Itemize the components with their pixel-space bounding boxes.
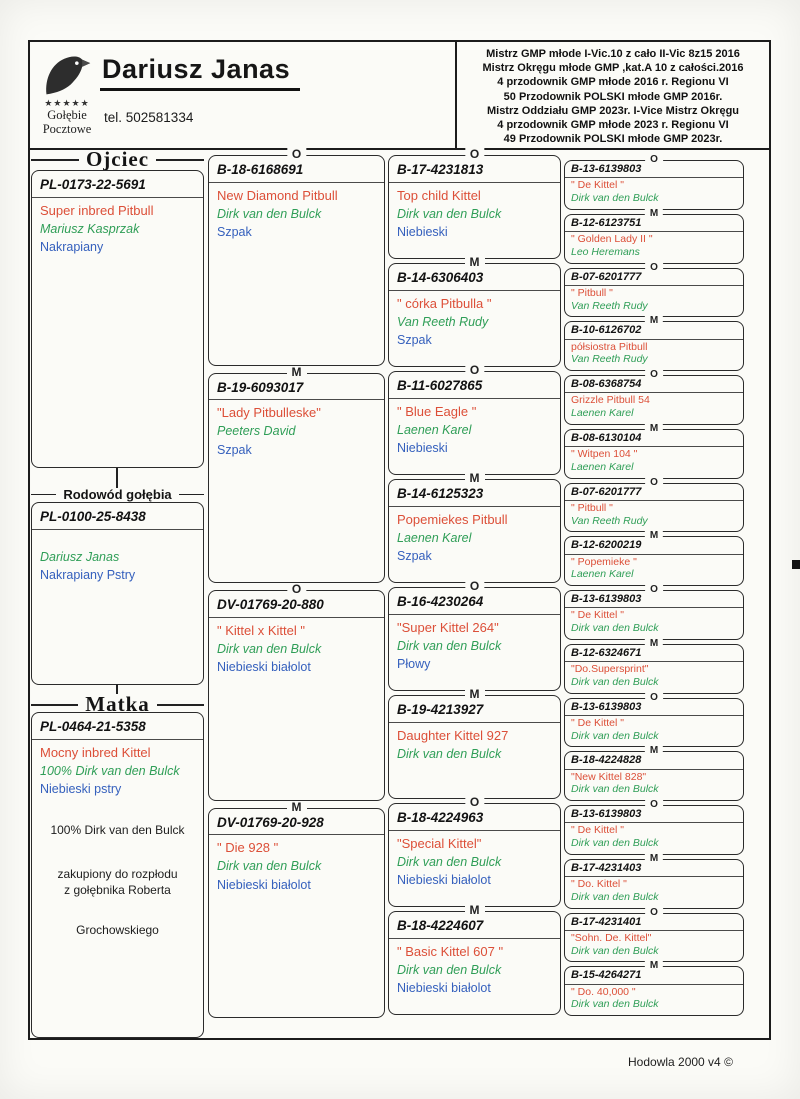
bird-name: " Do. Kittel " <box>571 878 627 891</box>
bird-breeder: Dirk van den Bulck <box>397 206 502 221</box>
scan-artifact <box>792 560 800 569</box>
bird-name: " De Kittel " <box>571 716 624 729</box>
bird-ring: B-18-4224963 <box>389 804 560 831</box>
father-subject-connector-line <box>116 468 118 488</box>
bird-ring: B-17-4231403 <box>565 860 743 877</box>
subject-bird-box <box>31 502 204 685</box>
bird-breeder: Laenen Karel <box>571 460 634 473</box>
achievement-line-3: 4 przodownik GMP młode 2016 r. Regionu VI <box>497 76 729 89</box>
gen4-bird-box-12 <box>564 745 744 801</box>
bird-color <box>389 763 560 765</box>
gen4-bird-box-3 <box>564 261 744 318</box>
bird-ring: B-19-4213927 <box>389 696 560 723</box>
sex-marker: M <box>465 904 485 917</box>
bird-breeder: Leo Heremans <box>571 245 640 258</box>
sex-marker: O <box>645 692 663 703</box>
bird-breeder: Laenen Karel <box>571 568 634 581</box>
gen4-bird-box-15 <box>564 906 744 963</box>
gen3-bird-box-5 <box>388 579 561 691</box>
sex-marker: O <box>645 369 663 380</box>
sex-marker: O <box>287 583 306 596</box>
sex-marker: M <box>645 530 663 541</box>
generation-2-column <box>208 147 385 1018</box>
header-vertical-divider <box>455 40 457 150</box>
bird-color: Niebieski <box>397 225 448 240</box>
bird-ring: B-16-4230264 <box>389 588 560 615</box>
bird-color: Niebieski <box>397 441 448 456</box>
bird-ring: B-08-6130104 <box>565 430 743 447</box>
sex-marker: M <box>645 960 663 971</box>
bird-ring: B-17-4231401 <box>565 914 743 931</box>
bird-color: Szpak <box>397 333 432 348</box>
bird-breeder: Dirk van den Bulck <box>571 675 659 688</box>
achievements-block <box>460 47 766 146</box>
bird-name: " Do. 40,000 " <box>571 985 636 998</box>
breeder-phone: tel. 502581334 <box>104 110 194 125</box>
bird-breeder: Laenen Karel <box>397 530 472 545</box>
bird-ring: B-15-4264271 <box>565 967 743 984</box>
logo-text-line1: Gołębie <box>47 108 87 122</box>
bird-breeder: Dirk van den Bulck <box>571 622 659 635</box>
sex-marker: M <box>645 315 663 326</box>
mother-note-2: zakupiony do rozpłodu <box>57 866 178 881</box>
gen2-bird-box-2 <box>208 364 385 584</box>
bird-name: półsiostra Pitbull <box>571 340 648 353</box>
bird-ring: B-14-6125323 <box>389 480 560 507</box>
bird-ring: B-19-6093017 <box>209 374 384 401</box>
bird-color: Niebieski pstry <box>40 782 122 797</box>
bird-name: " Die 928 " <box>217 840 279 856</box>
bird-breeder: Dirk van den Bulck <box>571 944 659 957</box>
bird-ring: B-12-6123751 <box>565 215 743 232</box>
sex-marker: M <box>645 638 663 649</box>
sex-marker: O <box>465 580 484 593</box>
gen2-bird-box-4 <box>208 799 385 1019</box>
bird-name: "Special Kittel" <box>397 835 482 851</box>
achievement-line-4: 50 Przodownik POLSKI młode GMP 2016r. <box>503 90 723 103</box>
logo-text-line2: Pocztowe <box>42 122 92 136</box>
club-logo <box>36 48 98 136</box>
sex-marker: M <box>465 688 485 701</box>
sex-marker: O <box>645 584 663 595</box>
sex-marker: O <box>645 799 663 810</box>
gen2-bird-box-3 <box>208 582 385 801</box>
sex-marker: M <box>287 366 307 379</box>
bird-name: "Do.Supersprint" <box>571 663 649 676</box>
bird-name: " Pitbull " <box>571 501 613 514</box>
bird-name: " Pitbull " <box>571 286 613 299</box>
bird-breeder: Laenen Karel <box>571 407 634 420</box>
sex-marker: O <box>465 364 484 377</box>
bird-name: " Golden Lady II " <box>571 233 653 246</box>
father-heading <box>31 147 204 172</box>
bird-ring: PL-0173-22-5691 <box>32 171 203 198</box>
gen4-bird-box-14 <box>564 852 744 909</box>
bird-color: Niebieski białolot <box>397 981 491 996</box>
bird-breeder: Dirk van den Bulck <box>397 638 502 653</box>
gen3-bird-box-4 <box>388 471 561 583</box>
bird-ring: B-13-6139803 <box>565 806 743 823</box>
bird-ring: PL-0464-21-5358 <box>32 713 203 740</box>
achievement-line-7: 49 Przodownik POLSKI młode GMP 2023r. <box>503 133 723 146</box>
bird-name: " Witpen 104 " <box>571 448 638 461</box>
bird-color: Szpak <box>397 549 432 564</box>
achievement-line-2: Mistrz Okręgu młode GMP ,kat.A 10 z całości.2016 <box>482 62 744 75</box>
bird-color: Niebieski białolot <box>217 877 311 892</box>
bird-ring: B-08-6368754 <box>565 376 743 393</box>
bird-name: "Lady Pitbulleske" <box>217 405 321 421</box>
gen3-bird-box-3 <box>388 363 561 475</box>
gen4-bird-box-2 <box>564 207 744 264</box>
sex-marker: O <box>645 477 663 488</box>
achievement-line-6: 4 przodownik GMP młode 2023 r. Regionu VI <box>497 119 729 132</box>
sex-marker: M <box>645 423 663 434</box>
gen4-bird-box-16 <box>564 960 744 1016</box>
gen4-bird-box-8 <box>564 530 744 586</box>
gen4-bird-box-4 <box>564 315 744 371</box>
bird-color: Nakrapiany <box>40 240 104 255</box>
bird-ring: B-13-6139803 <box>565 161 743 178</box>
bird-name: New Diamond Pitbull <box>217 187 338 203</box>
bird-breeder: Dirk van den Bulck <box>571 837 659 850</box>
bird-ring: B-14-6306403 <box>389 264 560 291</box>
bird-ring: B-18-4224607 <box>389 912 560 939</box>
bird-breeder: Dirk van den Bulck <box>217 641 322 656</box>
bird-name: Mocny inbred Kittel <box>40 744 151 760</box>
father-box <box>31 170 204 468</box>
bird-color: Szpak <box>217 442 252 457</box>
bird-name: " córka Pitbulla " <box>397 295 492 311</box>
sex-marker: O <box>465 148 484 161</box>
bird-name: Popemiekes Pitbull <box>397 511 508 527</box>
father-heading-label: Ojciec <box>85 147 150 171</box>
bird-name: " Blue Eagle " <box>397 403 477 419</box>
bird-breeder: 100% Dirk van den Bulck <box>40 763 180 778</box>
software-footer: Hodowla 2000 v4 © <box>628 1055 733 1069</box>
bird-ring: B-07-6201777 <box>565 269 743 286</box>
mother-note-4: Grochowskiego <box>76 922 159 937</box>
gen3-bird-box-1 <box>388 147 561 259</box>
bird-breeder: Dirk van den Bulck <box>397 854 502 869</box>
bird-ring: B-13-6139803 <box>565 699 743 716</box>
bird-breeder: Mariusz Kasprzak <box>40 221 140 236</box>
gen3-bird-box-6 <box>388 687 561 799</box>
gen4-bird-box-11 <box>564 691 744 748</box>
bird-ring: PL-0100-25-8438 <box>32 503 203 530</box>
mother-box <box>31 712 204 1038</box>
gen2-bird-box-1 <box>208 147 385 366</box>
bird-breeder: Dirk van den Bulck <box>571 192 659 205</box>
generation-4-column <box>564 154 744 1016</box>
bird-breeder: Van Reeth Rudy <box>571 514 648 527</box>
bird-breeder: Dirk van den Bulck <box>217 206 322 221</box>
bird-name: " De Kittel " <box>571 609 624 622</box>
sex-marker: M <box>645 853 663 864</box>
gen4-bird-box-13 <box>564 799 744 855</box>
sex-marker: M <box>645 745 663 756</box>
bird-name: Daughter Kittel 927 <box>397 727 509 743</box>
sex-marker: O <box>645 907 663 918</box>
bird-breeder: Van Reeth Rudy <box>571 353 648 366</box>
mother-note-3: z gołębnika Roberta <box>64 882 171 897</box>
bird-name: Grizzle Pitbull 54 <box>571 394 650 407</box>
bird-ring: B-17-4231813 <box>389 156 560 183</box>
bird-ring: B-12-6200219 <box>565 537 743 554</box>
bird-ring: B-07-6201777 <box>565 484 743 501</box>
achievement-line-1: Mistrz GMP młode I-Vic.10 z cało II-Vic 8z15 2016 <box>486 48 740 60</box>
sex-marker: O <box>287 148 306 161</box>
bird-color: Niebieski białolot <box>397 873 491 888</box>
bird-breeder: Dirk van den Bulck <box>571 729 659 742</box>
bird-name: "New Kittel 828" <box>571 770 647 783</box>
subject-heading <box>31 487 204 502</box>
gen4-bird-box-7 <box>564 476 744 533</box>
bird-color: Niebieski białolot <box>217 660 311 675</box>
gen4-bird-box-9 <box>564 584 744 640</box>
bird-name: "Super Kittel 264" <box>397 619 499 635</box>
bird-breeder: Dirk van den Bulck <box>571 783 659 796</box>
bird-breeder: Laenen Karel <box>397 422 472 437</box>
gen4-bird-box-1 <box>564 154 744 210</box>
bird-breeder: Dirk van den Bulck <box>571 998 659 1011</box>
bird-breeder: Peeters David <box>217 424 296 439</box>
bird-name: " Basic Kittel 607 " <box>397 943 504 959</box>
generation-3-column <box>388 147 561 1015</box>
bird-breeder: Van Reeth Rudy <box>571 299 648 312</box>
sex-marker: O <box>465 796 484 809</box>
sex-marker: M <box>287 801 307 814</box>
bird-ring: B-10-6126702 <box>565 322 743 339</box>
gen4-bird-box-5 <box>564 369 744 425</box>
mother-notes <box>32 823 203 937</box>
logo-stars: ★★★★★ <box>44 98 90 108</box>
bird-breeder: Dirk van den Bulck <box>397 962 502 977</box>
bird-ring: B-18-6168691 <box>209 156 384 183</box>
gen3-bird-box-7 <box>388 795 561 907</box>
bird-breeder: Dirk van den Bulck <box>397 746 502 761</box>
mother-note-1: 100% Dirk van den Bulck <box>50 822 185 837</box>
gen3-bird-box-2 <box>388 255 561 367</box>
bird-name: " Kittel x Kittel " <box>217 622 305 638</box>
sex-marker: M <box>465 256 485 269</box>
bird-name: " De Kittel " <box>571 824 624 837</box>
bird-name: Super inbred Pitbull <box>40 202 154 218</box>
breeder-name-title: Dariusz Janas <box>100 54 300 91</box>
sex-marker: M <box>465 472 485 485</box>
bird-breeder: Dirk van den Bulck <box>571 890 659 903</box>
bird-ring: DV-01769-20-880 <box>209 591 384 618</box>
gen4-bird-box-10 <box>564 637 744 694</box>
bird-ring: B-11-6027865 <box>389 372 560 399</box>
bird-breeder: Dariusz Janas <box>40 549 120 564</box>
bird-name: Top child Kittel <box>397 187 481 203</box>
achievement-line-5: Mistrz Oddziału GMP 2023r. I-Vice Mistrz Okręgu <box>486 104 740 117</box>
bird-ring: B-13-6139803 <box>565 591 743 608</box>
bird-name: "Sohn. De. Kittel" <box>571 931 652 944</box>
bird-name: " Popemieke " <box>571 555 637 568</box>
bird-name: " De Kittel " <box>571 179 624 192</box>
bird-ring: B-12-6324671 <box>565 645 743 662</box>
sex-marker: M <box>645 208 663 219</box>
pigeon-icon <box>36 48 98 98</box>
bird-color: Szpak <box>217 225 252 240</box>
bird-breeder: Van Reeth Rudy <box>397 314 489 329</box>
subject-heading-label: Rodowód gołębia <box>63 487 172 502</box>
mother-heading-label: Matka <box>85 692 150 716</box>
bird-ring: B-18-4224828 <box>565 752 743 769</box>
bird-breeder: Dirk van den Bulck <box>217 859 322 874</box>
gen3-bird-box-8 <box>388 903 561 1015</box>
gen4-bird-box-6 <box>564 422 744 479</box>
bird-color: Nakrapiany Pstry <box>40 568 136 583</box>
bird-color: Płowy <box>397 657 431 672</box>
sex-marker: O <box>645 154 663 165</box>
sex-marker: O <box>645 262 663 273</box>
bird-ring: DV-01769-20-928 <box>209 809 384 836</box>
